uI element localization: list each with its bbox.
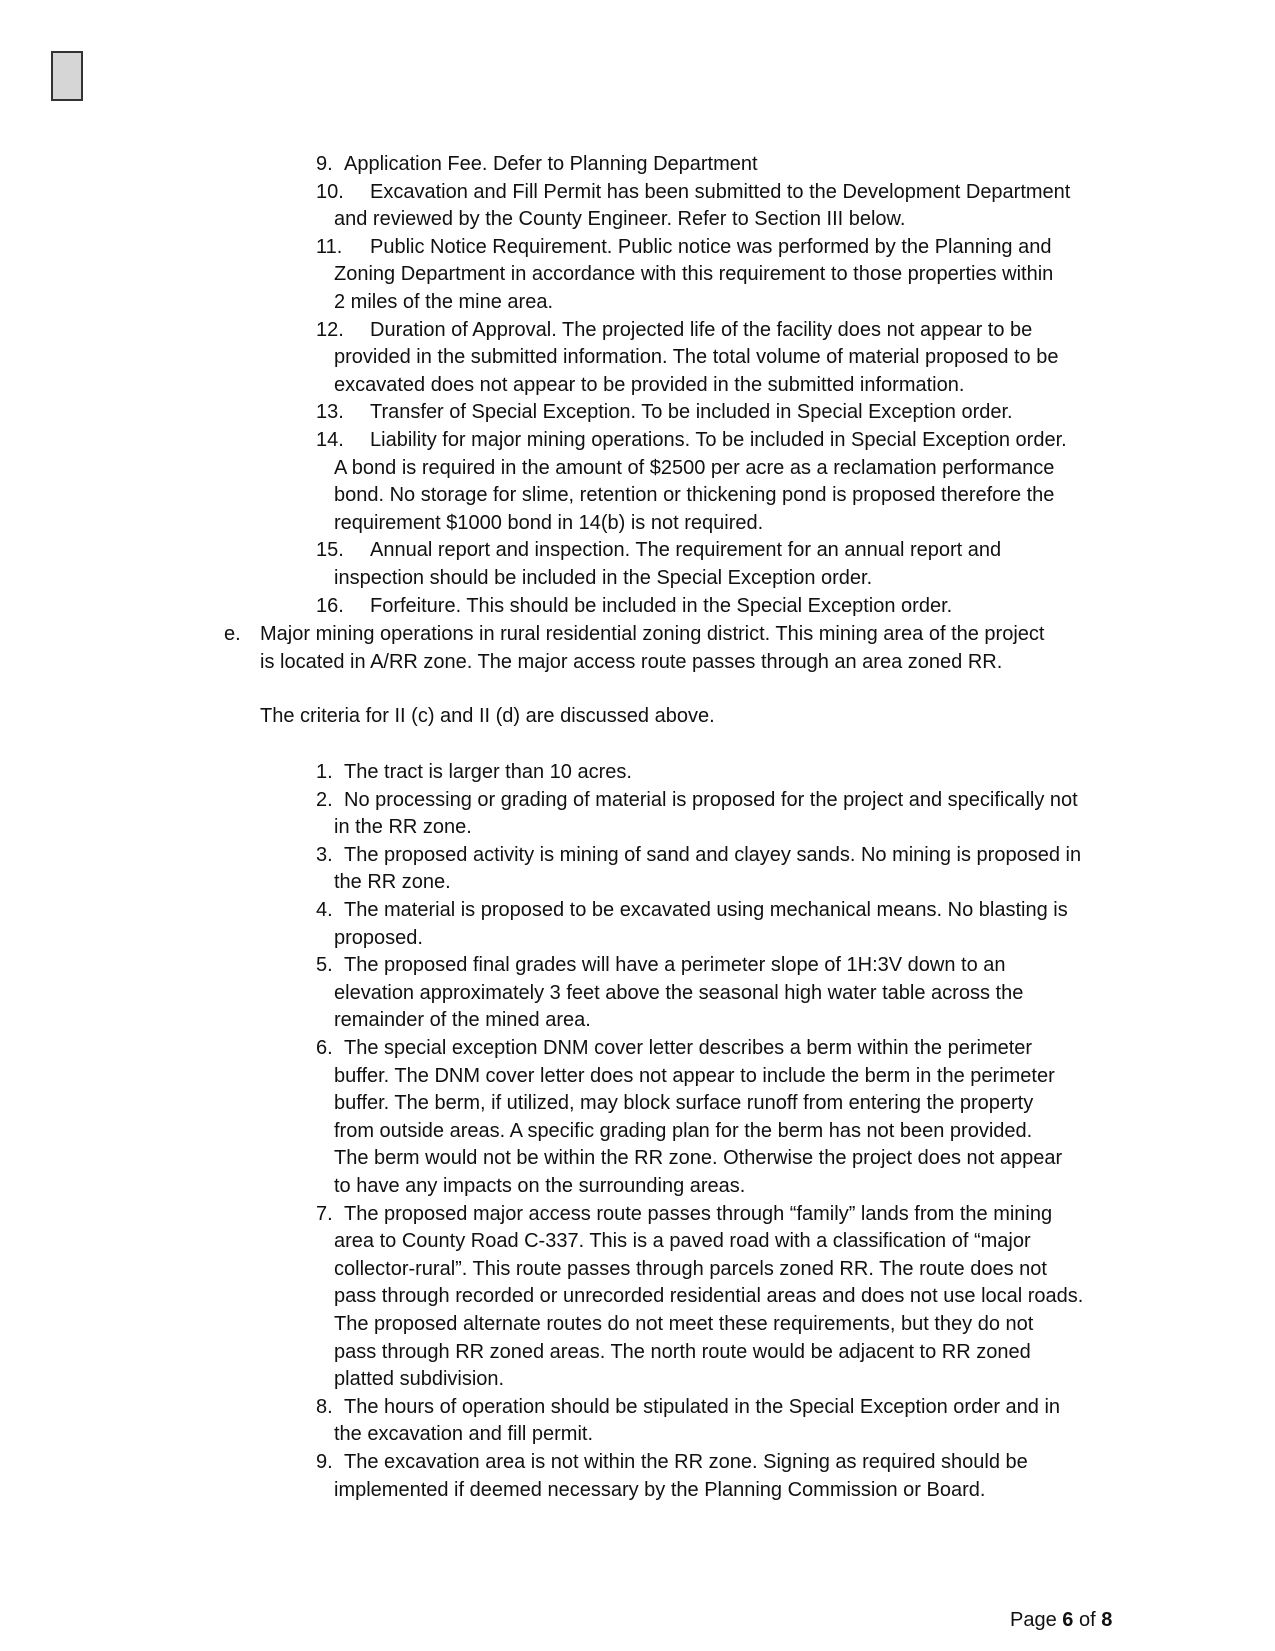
list-item-continuation: to have any impacts on the surrounding areas. bbox=[334, 1175, 746, 1197]
page-word: Page bbox=[1010, 1609, 1057, 1631]
list-item-continuation: pass through recorded or unrecorded residential areas and does not use local roads. bbox=[334, 1285, 1084, 1308]
list-item-continuation: pass through RR zoned areas. The north route would be adjacent to RR zoned bbox=[334, 1340, 1031, 1363]
list-item-continuation: and reviewed by the County Engineer. Refer to Section III below. bbox=[334, 208, 906, 231]
list-item-continuation: excavated does not appear to be provided in the submitted information. bbox=[334, 373, 965, 396]
list-item-number: 12. bbox=[316, 318, 344, 341]
list-item-text: Forfeiture. This should be included in the Special Exception order. bbox=[370, 594, 953, 617]
list-item-text: Duration of Approval. The projected life of the facility does not appear to be bbox=[370, 318, 1033, 341]
list-item-continuation: in the RR zone. bbox=[334, 816, 472, 839]
list-item-continuation: buffer. The DNM cover letter does not appear to include the berm in the perimeter bbox=[334, 1064, 1055, 1087]
list-item-number: 11. bbox=[316, 235, 343, 258]
page-footer bbox=[1010, 1606, 1112, 1634]
list-item-text: The excavation area is not within the RR zone. Signing as required should be bbox=[344, 1451, 1028, 1473]
list-item-text: Public Notice Requirement. Public notice was performed by the Planning and bbox=[370, 235, 1052, 258]
list-item-text: The tract is larger than 10 acres. bbox=[344, 761, 632, 783]
list-item-number: 13. bbox=[316, 401, 344, 424]
list-item-number: 1. bbox=[316, 761, 333, 783]
list-item-number: 16. bbox=[316, 594, 344, 617]
list-item-text: The proposed major access route passes through “family” lands from the mining bbox=[344, 1202, 1053, 1225]
list-item-text: The special exception DNM cover letter describes a berm within the perimeter bbox=[344, 1037, 1033, 1059]
list-item-number: 10. bbox=[316, 180, 344, 203]
list-item-text: Liability for major mining operations. To be included in Special Exception order. bbox=[370, 429, 1067, 451]
list-item-continuation: the RR zone. bbox=[334, 871, 451, 894]
list-item-continuation: buffer. The berm, if utilized, may block surface runoff from entering the property bbox=[334, 1092, 1034, 1115]
list-item-text: The proposed activity is mining of sand and clayey sands. No mining is proposed in bbox=[344, 843, 1082, 866]
list-item-continuation: Zoning Department in accordance with this requirement to those properties within bbox=[334, 263, 1054, 286]
list-item-continuation: 2 miles of the mine area. bbox=[334, 291, 553, 313]
list-item-text: The material is proposed to be excavated using mechanical means. No blasting is bbox=[344, 899, 1068, 921]
of-word: of bbox=[1078, 1609, 1096, 1631]
list-item-continuation: bond. No storage for slime, retention or thickening pond is proposed therefore the bbox=[334, 484, 1055, 507]
section-e-letter: e. bbox=[224, 623, 241, 645]
list-item-text: The proposed final grades will have a perimeter slope of 1H:3V down to an bbox=[344, 954, 1006, 977]
section-e-text: Major mining operations in rural residential zoning district. This mining area of the project bbox=[260, 623, 1045, 645]
list-item-text: Excavation and Fill Permit has been submitted to the Development Department bbox=[370, 180, 1071, 203]
list-item-text: Transfer of Special Exception. To be included in Special Exception order. bbox=[370, 401, 1013, 424]
list-item-number: 5. bbox=[316, 954, 333, 977]
list-item-continuation: from outside areas. A specific grading plan for the berm has not been provided. bbox=[334, 1119, 1033, 1142]
list-item-continuation: The berm would not be within the RR zone. Otherwise the project does not appear bbox=[334, 1147, 1063, 1170]
list-item-text: No processing or grading of material is proposed for the project and specifically not bbox=[344, 788, 1078, 811]
list-item-continuation: the excavation and fill permit. bbox=[334, 1423, 594, 1446]
list-item-continuation: remainder of the mined area. bbox=[334, 1009, 591, 1032]
list-item-continuation: provided in the submitted information. The total volume of material proposed to be bbox=[334, 346, 1059, 369]
list-item-continuation: area to County Road C-337. This is a paved road with a classification of “major bbox=[334, 1230, 1031, 1253]
section-e-text: is located in A/RR zone. The major access route passes through an area zoned RR. bbox=[260, 650, 1003, 673]
list-item-continuation: proposed. bbox=[334, 926, 423, 949]
page-total: 8 bbox=[1101, 1609, 1113, 1631]
list-item-number: 6. bbox=[316, 1037, 333, 1059]
list-item-number: 15. bbox=[316, 539, 344, 562]
list-item-number: 9. bbox=[316, 1451, 333, 1473]
list-item-continuation: A bond is required in the amount of $2500 per acre as a reclamation performance bbox=[334, 456, 1055, 479]
list-item-continuation: The proposed alternate routes do not meet these requirements, but they do not bbox=[334, 1313, 1034, 1335]
list-item-number: 3. bbox=[316, 843, 333, 866]
list-item-continuation: collector-rural”. This route passes through parcels zoned RR. The route does not bbox=[334, 1257, 1047, 1280]
corner-box bbox=[51, 51, 83, 101]
list-item-number: 9. bbox=[316, 153, 333, 175]
list-item-number: 2. bbox=[316, 788, 333, 811]
list-item-number: 4. bbox=[316, 899, 333, 921]
list-item-text: Annual report and inspection. The requirement for an annual report and bbox=[370, 539, 1002, 562]
list-item-continuation: requirement $1000 bond in 14(b) is not required. bbox=[334, 511, 764, 534]
list-item-number: 14. bbox=[316, 429, 344, 451]
list-item-continuation: elevation approximately 3 feet above the seasonal high water table across the bbox=[334, 981, 1024, 1004]
list-item-number: 7. bbox=[316, 1202, 333, 1225]
criteria-paragraph: The criteria for II (c) and II (d) are discussed above. bbox=[260, 705, 715, 727]
list-item-continuation: platted subdivision. bbox=[334, 1368, 505, 1391]
list-item-text: The hours of operation should be stipulated in the Special Exception order and in bbox=[344, 1395, 1061, 1418]
list-item-continuation: inspection should be included in the Special Exception order. bbox=[334, 567, 873, 589]
list-item-text: Application Fee. Defer to Planning Department bbox=[344, 153, 758, 175]
list-item-continuation: implemented if deemed necessary by the Planning Commission or Board. bbox=[334, 1478, 986, 1501]
list-item-number: 8. bbox=[316, 1395, 333, 1418]
page-number: 6 bbox=[1062, 1609, 1074, 1631]
